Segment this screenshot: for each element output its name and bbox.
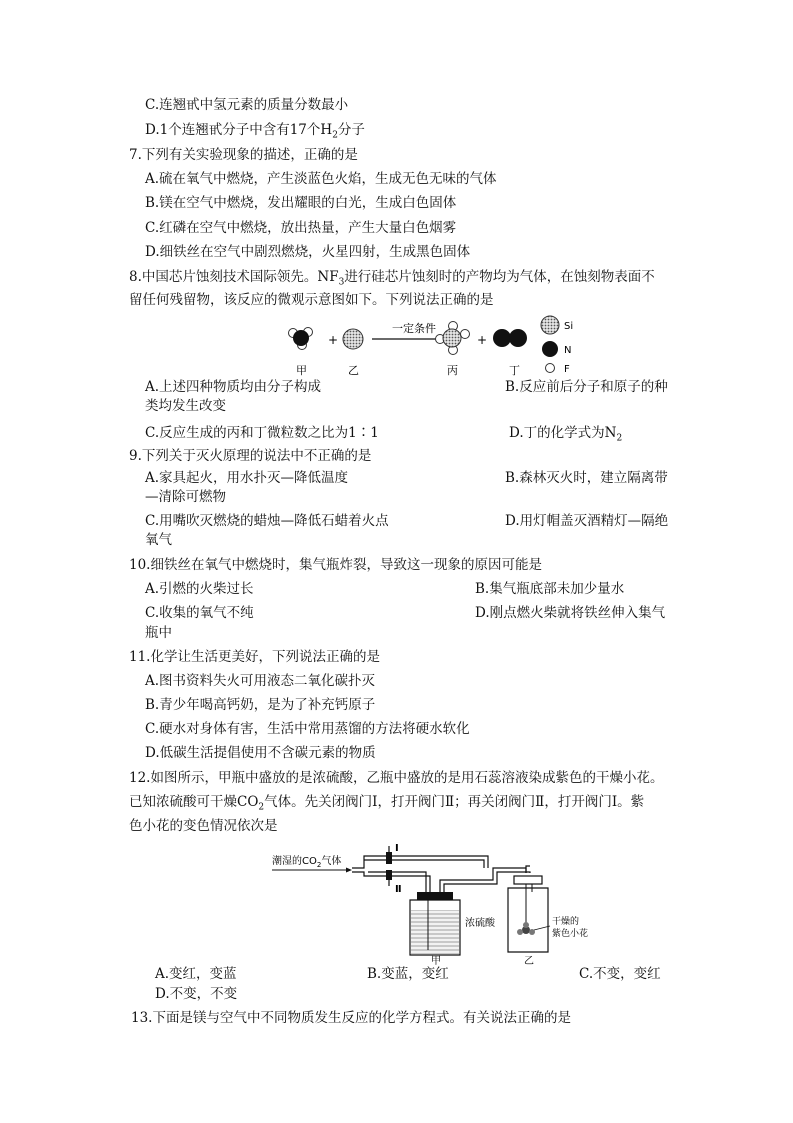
- apparatus-diagram: [268, 840, 613, 965]
- valve-2: [386, 870, 402, 895]
- svg-text:N: N: [564, 345, 572, 356]
- q10-option-c: C.收集的氧气不纯: [145, 605, 254, 621]
- q11-option-d: D.低碳生活提倡使用不含碳元素的物质: [145, 745, 376, 761]
- q10-option-d-line1: D.刚点燃火柴就将铁丝伸入集气: [475, 605, 666, 621]
- label-acid: 浓硫酸: [465, 918, 495, 929]
- svg-text:Si: Si: [564, 321, 574, 332]
- q9-option-d-line2: 氧气: [145, 532, 172, 548]
- molecule-ding: [493, 329, 527, 347]
- q7-option-c: C.红磷在空气中燃烧，放出热量，产生大量白色烟雾: [145, 220, 457, 236]
- label-jia: 甲: [296, 364, 307, 377]
- q12-option-d: D.不变，不变: [155, 986, 238, 1002]
- q11-option-c: C.硬水对身体有害，生活中常用蒸馏的方法将硬水软化: [145, 721, 470, 737]
- q10-option-d-line2: 瓶中: [145, 625, 172, 641]
- valve-1: [386, 843, 399, 864]
- q9-option-c: C.用嘴吹灭燃烧的蜡烛—降低石蜡着火点: [145, 513, 389, 529]
- molecule-jia: [289, 328, 313, 350]
- svg-text:F: F: [564, 364, 570, 375]
- label-jia: 甲: [431, 956, 441, 965]
- q8-option-b-line1: B.反应前后分子和原子的种: [505, 379, 668, 395]
- q12-option-a: A.变红，变蓝: [155, 966, 237, 982]
- q8-option-a: A.上述四种物质均由分子构成: [145, 379, 322, 395]
- q11-stem: 11.化学让生活更美好，下列说法正确的是: [129, 649, 380, 665]
- q7-stem: 7.下列有关实验现象的描述，正确的是: [129, 147, 358, 163]
- label-flower-1: 干燥的: [552, 917, 580, 927]
- q9-stem: 9.下列关于灭火原理的说法中不正确的是: [129, 448, 372, 464]
- label-ding: 丁: [509, 364, 520, 377]
- q10-option-b: B.集气瓶底部未加少量水: [475, 581, 625, 597]
- q12-option-b: B.变蓝，变红: [367, 966, 449, 982]
- molecule-bing: [436, 322, 470, 355]
- q8-stem-line2: 留任何残留物，该反应的微观示意图如下。下列说法正确的是: [129, 292, 494, 308]
- svg-text:I: I: [395, 843, 399, 854]
- reaction-condition: 一定条件: [392, 322, 436, 335]
- q11-option-a: A.图书资料失火可用液态二氧化碳扑灭: [145, 673, 376, 689]
- legend: [541, 316, 573, 375]
- arrow-head-icon: [346, 868, 352, 873]
- q10-option-a: A.引燃的火柴过长: [145, 581, 254, 597]
- atom-yi: [343, 329, 363, 349]
- label-bing: 丙: [447, 364, 458, 377]
- svg-text:Ⅱ: Ⅱ: [395, 884, 402, 895]
- q8-option-b-line2: 类均发生改变: [145, 398, 226, 414]
- q12-stem-line1: 12.如图所示，甲瓶中盛放的是浓硫酸，乙瓶中盛放的是用石蕊溶液染成紫色的干燥小花。: [129, 770, 664, 786]
- label-yi: 乙: [524, 956, 534, 965]
- plus-sign-1: +: [328, 333, 339, 347]
- gas-label: 潮湿的$CO_2$气体: [272, 856, 342, 869]
- q6-option-c: C.连翘甙中氢元素的质量分数最小: [145, 97, 349, 113]
- q9-option-b-line2: —清除可燃物: [145, 489, 226, 505]
- q12-option-c: C.不变，变红: [579, 966, 661, 982]
- q9-option-a: A.家具起火，用水扑灭—降低温度: [145, 470, 349, 486]
- q8-option-d: D.丁的化学式为$N_2$: [509, 425, 623, 444]
- q8-option-c: C.反应生成的丙和丁微粒数之比为1∶1: [145, 425, 379, 441]
- label-flower-2: 紫色小花: [552, 929, 589, 939]
- reaction-diagram: [280, 312, 600, 380]
- plus-sign-2: +: [477, 333, 488, 347]
- q13-stem: 13.下面是镁与空气中不同物质发生反应的化学方程式。有关说法正确的是: [131, 1010, 571, 1026]
- q12-stem-line2: 已知浓硫酸可干燥$CO_2$气体。先关闭阀门I，打开阀门Ⅱ；再关闭阀门Ⅱ，打开阀门I。紫: [129, 794, 645, 813]
- bottle-yi: [508, 876, 548, 952]
- q9-option-b-line1: B.森林灭火时，建立隔离带: [505, 470, 668, 486]
- q10-stem: 10.细铁丝在氧气中燃烧时，集气瓶炸裂，导致这一现象的原因可能是: [129, 557, 542, 573]
- q9-option-d-line1: D.用灯帽盖灭酒精灯—隔绝: [505, 513, 669, 529]
- q11-option-b: B.青少年喝高钙奶，是为了补充钙原子: [145, 697, 376, 713]
- q7-option-d: D.细铁丝在空气中剧烈燃烧，火星四射，生成黑色固体: [145, 244, 471, 260]
- label-yi: 乙: [348, 364, 359, 377]
- q7-option-b: B.镁在空气中燃烧，发出耀眼的白光，生成白色固体: [145, 195, 457, 211]
- q6-option-d: D.1个连翘甙分子中含有17个$H_2$分子: [145, 122, 365, 141]
- q12-stem-line3: 色小花的变色情况依次是: [129, 818, 278, 834]
- q7-option-a: A.硫在氧气中燃烧，产生淡蓝色火焰，生成无色无味的气体: [145, 171, 497, 187]
- bottle-jia: [410, 892, 460, 955]
- q8-stem-line1: 8.中国芯片蚀刻技术国际领先。$NF_3$进行硅芯片蚀刻时的产物均为气体，在蚀刻物表面不: [129, 269, 655, 288]
